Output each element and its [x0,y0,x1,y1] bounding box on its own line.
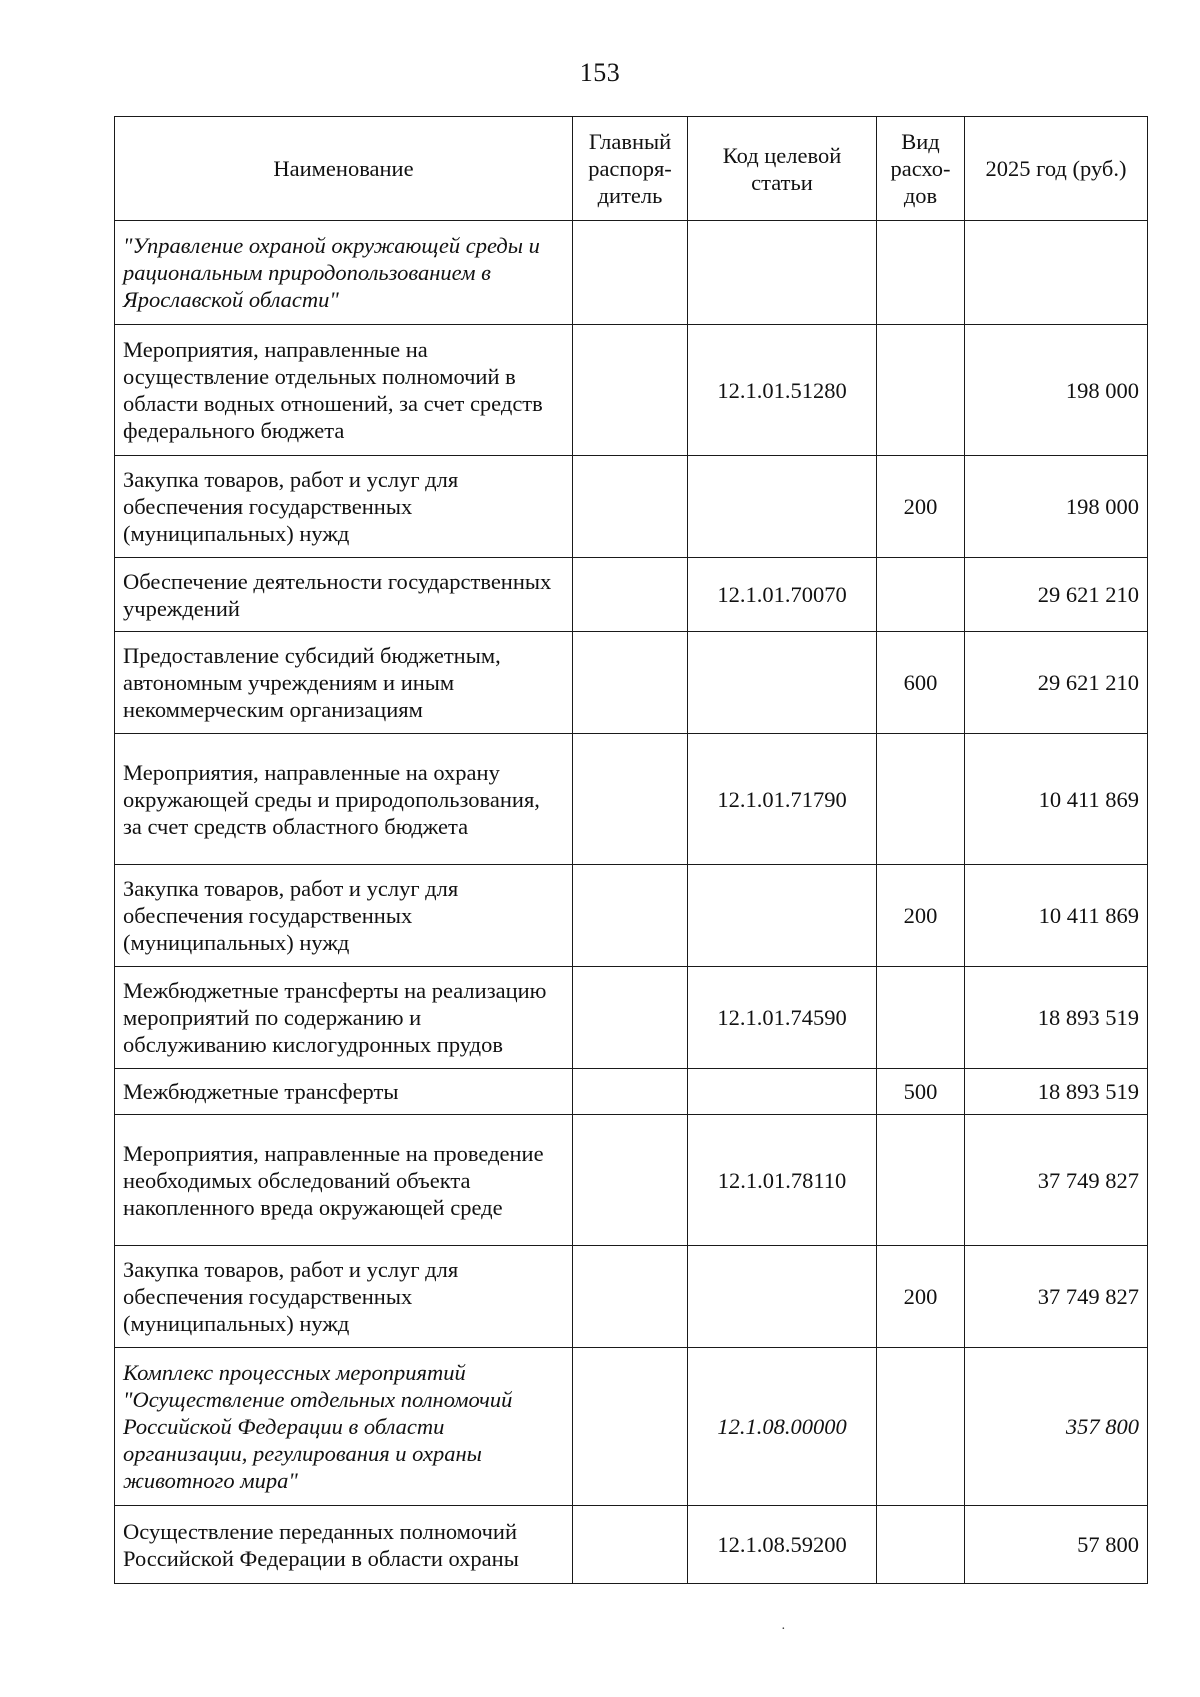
table-row [115,1069,1148,1115]
cell-kind [877,1506,965,1584]
cell-amount: 18 893 519 [965,1069,1148,1115]
header-grbs: Главный распоря-дитель [573,117,688,221]
table-row [115,221,1148,325]
cell-kind: 200 [877,456,965,558]
cell-name: Осуществление переданных полномочий Российской Федерации в области охраны [115,1506,573,1584]
table-header-row [115,117,1148,221]
table-body [115,221,1148,1584]
cell-grbs [573,1246,688,1348]
cell-amount: 10 411 869 [965,734,1148,865]
header-code: Код целевой статьи [688,117,877,221]
cell-kind [877,221,965,325]
cell-name: Мероприятия, направленные на проведение необходимых обследований объекта накопленного вреда окружающей среде [115,1115,573,1246]
cell-code: 12.1.08.00000 [688,1348,877,1506]
table-row [115,1246,1148,1348]
cell-name: Межбюджетные трансферты [115,1069,573,1115]
cell-grbs [573,632,688,734]
table-row [115,1348,1148,1506]
cell-amount: 37 749 827 [965,1246,1148,1348]
cell-grbs [573,558,688,632]
cell-grbs [573,221,688,325]
cell-name: Межбюджетные трансферты на реализацию мероприятий по содержанию и обслуживанию кислогудронных прудов [115,967,573,1069]
cell-amount: 57 800 [965,1506,1148,1584]
cell-kind: 200 [877,865,965,967]
table-row [115,967,1148,1069]
cell-grbs [573,1069,688,1115]
cell-code: 12.1.01.78110 [688,1115,877,1246]
cell-code: 12.1.01.51280 [688,325,877,456]
cell-code [688,1246,877,1348]
cell-code [688,1069,877,1115]
table-row [115,734,1148,865]
cell-amount: 29 621 210 [965,632,1148,734]
cell-grbs [573,1506,688,1584]
cell-grbs [573,734,688,865]
page-number: 153 [579,58,621,87]
cell-code: 12.1.01.74590 [688,967,877,1069]
cell-grbs [573,456,688,558]
cell-name: Закупка товаров, работ и услуг для обеспечения государственных (муниципальных) нужд [115,1246,573,1348]
cell-name: "Управление охраной окружающей среды и рациональным природопользованием в Ярославской области" [115,221,573,325]
cell-code [688,865,877,967]
cell-code [688,221,877,325]
header-name: Наименование [115,117,573,221]
table-row [115,865,1148,967]
budget-table [114,116,1148,1584]
cell-amount: 357 800 [965,1348,1148,1506]
cell-kind: 500 [877,1069,965,1115]
cell-kind [877,1348,965,1506]
table-row [115,558,1148,632]
cell-kind: 600 [877,632,965,734]
cell-code: 12.1.08.59200 [688,1506,877,1584]
table-row [115,325,1148,456]
scan-mark: · [781,1622,786,1637]
cell-name: Предоставление субсидий бюджетным, автономным учреждениям и иным некоммерческим организациям [115,632,573,734]
cell-name: Закупка товаров, работ и услуг для обеспечения государственных (муниципальных) нужд [115,456,573,558]
cell-name: Комплекс процессных мероприятий "Осуществление отдельных полномочий Российской Федерации в области организации, регулирования и охраны животного мира" [115,1348,573,1506]
cell-name: Обеспечение деятельности государственных учреждений [115,558,573,632]
cell-amount: 29 621 210 [965,558,1148,632]
cell-kind: 200 [877,1246,965,1348]
table-row [115,456,1148,558]
cell-name: Мероприятия, направленные на осуществление отдельных полномочий в области водных отношений, за счет средств федерального бюджета [115,325,573,456]
cell-kind [877,1115,965,1246]
cell-grbs [573,1115,688,1246]
header-amount: 2025 год (руб.) [965,117,1148,221]
table-row [115,1506,1148,1584]
cell-grbs [573,967,688,1069]
cell-name: Мероприятия, направленные на охрану окружающей среды и природопользования, за счет средств областного бюджета [115,734,573,865]
cell-kind [877,734,965,865]
cell-name: Закупка товаров, работ и услуг для обеспечения государственных (муниципальных) нужд [115,865,573,967]
cell-grbs [573,325,688,456]
cell-code [688,456,877,558]
cell-kind [877,967,965,1069]
table-row [115,1115,1148,1246]
cell-amount: 198 000 [965,325,1148,456]
cell-code [688,632,877,734]
cell-code: 12.1.01.71790 [688,734,877,865]
cell-amount: 37 749 827 [965,1115,1148,1246]
cell-grbs [573,1348,688,1506]
table-row [115,632,1148,734]
cell-amount: 198 000 [965,456,1148,558]
cell-amount: 18 893 519 [965,967,1148,1069]
cell-code: 12.1.01.70070 [688,558,877,632]
cell-kind [877,325,965,456]
cell-amount [965,221,1148,325]
header-kind: Вид расхо-дов [877,117,965,221]
cell-amount: 10 411 869 [965,865,1148,967]
cell-grbs [573,865,688,967]
cell-kind [877,558,965,632]
